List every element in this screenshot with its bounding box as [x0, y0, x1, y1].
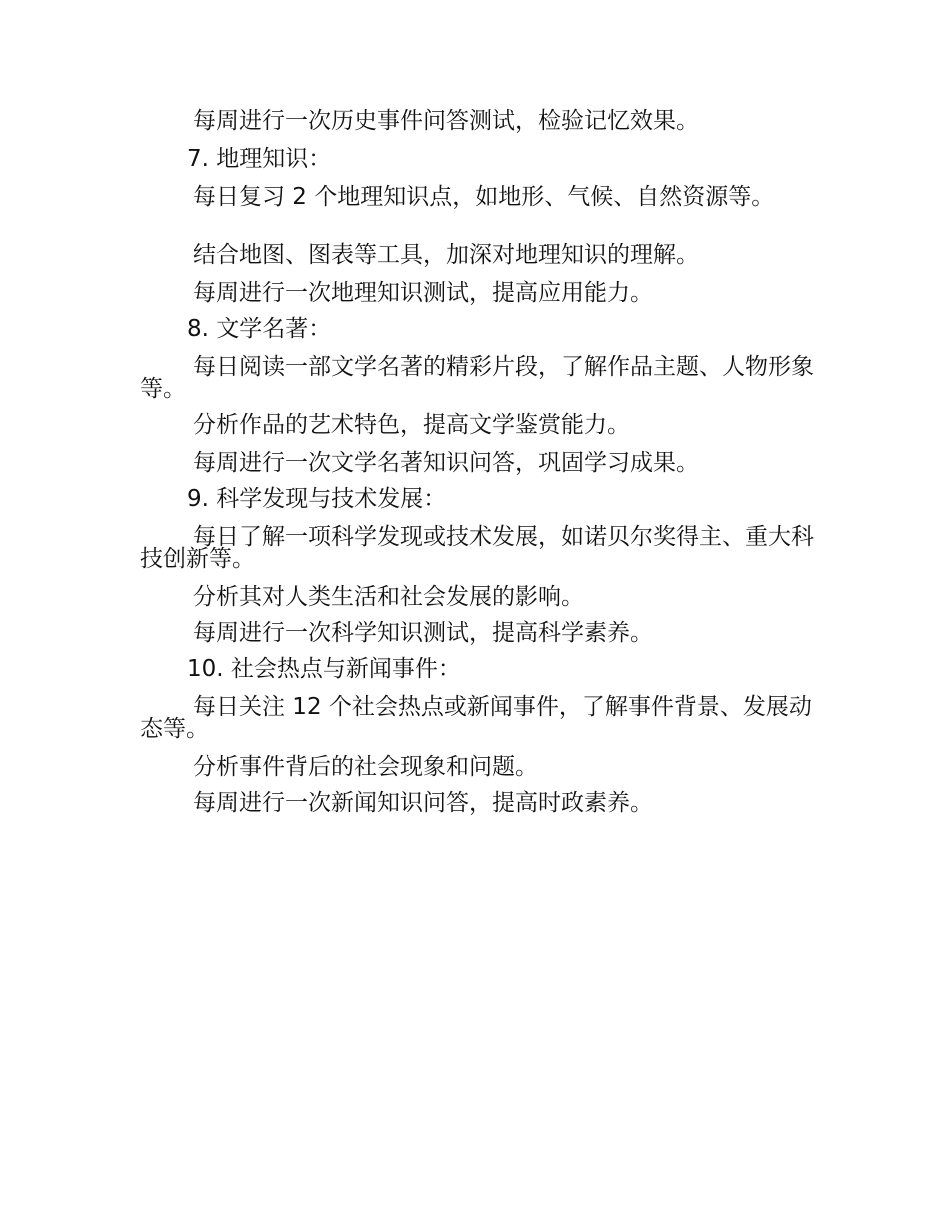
- literature-item-2: 分析作品的艺术特色，提高文学鉴赏能力。: [193, 412, 630, 438]
- geography-item-2: 结合地图、图表等工具，加深对地理知识的理解。: [193, 242, 699, 268]
- history-item-3: 每周进行一次历史事件问答测试，检验记忆效果。: [193, 108, 699, 134]
- news-item-1: 每日关注 12 个社会热点或新闻事件，了解事件背景、发展动态等。: [140, 694, 812, 742]
- geography-item-1: 每日复习 2 个地理知识点，如地形、气候、自然资源等。: [193, 184, 775, 210]
- section-heading-news: 10. 社会热点与新闻事件：: [187, 656, 461, 682]
- geography-item-3: 每周进行一次地理知识测试，提高应用能力。: [193, 280, 653, 306]
- news-item-2: 分析事件背后的社会现象和问题。: [193, 754, 538, 780]
- section-heading-geography: 7. 地理知识：: [187, 146, 332, 172]
- science-item-1: 每日了解一项科学发现或技术发展，如诺贝尔奖得主、重大科技创新等。: [140, 524, 814, 572]
- section-heading-science: 9. 科学发现与技术发展：: [187, 486, 447, 512]
- literature-item-1: 每日阅读一部文学名著的精彩片段，了解作品主题、人物形象等。: [140, 354, 814, 402]
- science-item-3: 每周进行一次科学知识测试，提高科学素养。: [193, 620, 653, 646]
- section-heading-literature: 8. 文学名著：: [187, 316, 332, 342]
- literature-item-3: 每周进行一次文学名著知识问答，巩固学习成果。: [193, 450, 699, 476]
- news-item-3: 每周进行一次新闻知识问答，提高时政素养。: [193, 790, 653, 816]
- science-item-2: 分析其对人类生活和社会发展的影响。: [193, 584, 584, 610]
